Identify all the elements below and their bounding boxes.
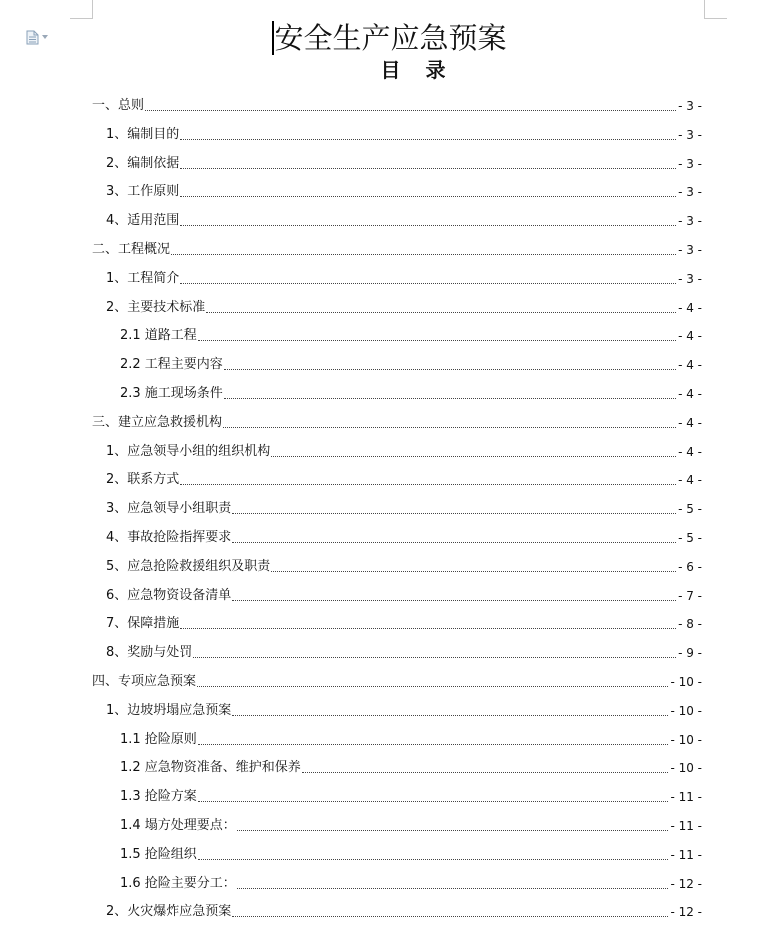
toc-entry[interactable] (120, 750, 702, 776)
toc-entry-page: - 3 - (678, 99, 702, 113)
toc-dot-leader (223, 427, 676, 428)
toc-entry-page: - 4 - (678, 329, 702, 344)
text-cursor (272, 21, 274, 55)
toc-entry-page: - 11 - (670, 819, 702, 833)
toc-entry-label: 2.3 施工现场条件 (120, 386, 223, 401)
toc-dot-leader (232, 542, 676, 543)
toc-entry-page: - 3 - (678, 185, 702, 200)
toc-dot-leader (302, 772, 669, 773)
toc-entry-page: - 4 - (678, 415, 702, 430)
page-corner-mark-top-left (70, 0, 93, 19)
toc-entry-page: - 10 - (670, 761, 702, 776)
document-options-button[interactable] (26, 28, 50, 46)
toc-entry[interactable] (120, 837, 702, 863)
toc-entry[interactable] (106, 693, 702, 719)
toc-entry-label: 三、建立应急救援机构 (92, 414, 223, 430)
toc-dot-leader (198, 859, 669, 860)
toc-entry[interactable] (120, 779, 702, 805)
document-title-text: 安全生产应急预案 (274, 21, 507, 55)
toc-entry-label: 1、边坡坍塌应急预案 (106, 702, 232, 718)
toc-entry-page: - 10 - (670, 703, 702, 718)
toc-entry-label: 4、事故抢险指挥要求 (106, 530, 232, 545)
toc-entry[interactable] (106, 261, 702, 287)
toc-dot-leader (180, 484, 676, 485)
toc-dot-leader (232, 916, 668, 917)
toc-entry[interactable] (92, 405, 702, 431)
toc-entry[interactable] (106, 606, 702, 632)
toc-entry-label: 1.3 抢险方案 (120, 789, 197, 805)
toc-entry-label: 四、专项应急预案 (92, 674, 197, 689)
toc-entry[interactable] (92, 232, 702, 258)
toc-entry-page: - 4 - (678, 444, 702, 459)
toc-entry-page: - 5 - (678, 502, 702, 517)
toc-dot-leader (232, 513, 676, 514)
toc-dot-leader (180, 283, 676, 284)
toc-entry[interactable] (106, 290, 702, 316)
toc-entry-label: 1.2 应急物资准备、维护和保养 (120, 760, 301, 776)
toc-entry-page: - 4 - (678, 358, 702, 373)
toc-dot-leader (180, 168, 676, 169)
toc-dot-leader (180, 139, 676, 140)
toc-entry-label: 8、奖励与处罚 (106, 645, 193, 661)
toc-entry[interactable] (120, 808, 702, 834)
toc-entry[interactable] (120, 376, 702, 402)
toc-entry-page: - 10 - (670, 675, 702, 689)
toc-entry-label: 二、工程概况 (92, 242, 171, 257)
toc-entry-page: - 5 - (678, 531, 702, 545)
toc-dot-leader (271, 456, 676, 457)
toc-dot-leader (198, 801, 669, 802)
toc-dot-leader (180, 628, 676, 629)
toc-dot-leader (171, 254, 676, 255)
toc-entry[interactable] (120, 722, 702, 748)
toc-entry[interactable] (106, 894, 702, 920)
toc-dot-leader (237, 888, 669, 889)
toc-dot-leader (198, 744, 669, 745)
toc-dot-leader (206, 312, 676, 313)
toc-entry-label: 5、应急抢险救援组织及职责 (106, 558, 271, 574)
toc-entry-label: 1.6 抢险主要分工： (120, 875, 236, 891)
toc-dot-leader (198, 340, 676, 341)
toc-entry-label: 2、火灾爆炸应急预案 (106, 904, 232, 920)
toc-dot-leader (224, 369, 676, 370)
toc-entry-page: - 11 - (670, 847, 702, 862)
toc-entry[interactable] (120, 318, 702, 344)
page-corner-mark-top-right (704, 0, 727, 19)
toc-dot-leader (145, 110, 676, 111)
toc-entry-label: 2、联系方式 (106, 472, 180, 488)
toc-entry-label: 3、应急领导小组职责 (106, 501, 232, 517)
toc-entry-label: 2.1 道路工程 (120, 328, 197, 344)
toc-entry-label: 2、主要技术标准 (106, 299, 206, 315)
toc-entry-label: 1、编制目的 (106, 126, 180, 142)
document-title[interactable] (272, 18, 507, 58)
toc-entry-label: 4、适用范围 (106, 213, 180, 229)
toc-entry[interactable] (106, 578, 702, 604)
toc-dot-leader (271, 571, 676, 572)
toc-entry-label: 2.2 工程主要内容 (120, 357, 223, 373)
toc-entry-label: 6、应急物资设备清单 (106, 587, 232, 603)
toc-entry[interactable] (106, 174, 702, 200)
toc-dot-leader (224, 398, 676, 399)
toc-entry-page: - 8 - (678, 617, 702, 632)
toc-entry-page: - 10 - (670, 732, 702, 747)
toc-entry[interactable] (106, 117, 702, 143)
toc-dot-leader (237, 830, 669, 831)
toc-entry-page: - 11 - (670, 790, 702, 805)
toc-entry-label: 1、工程简介 (106, 270, 180, 286)
toc-dot-leader (180, 225, 676, 226)
toc-entry-page: - 9 - (678, 646, 702, 661)
dropdown-arrow-icon (42, 35, 48, 39)
toc-entry-page: - 3 - (678, 156, 702, 171)
toc-entry-page: - 7 - (678, 588, 702, 603)
toc-entry-label: 1.4 塌方处理要点： (120, 818, 236, 833)
toc-entry[interactable] (120, 866, 702, 892)
toc-entry-label: 2、编制依据 (106, 155, 180, 171)
toc-entry-page: - 3 - (678, 243, 702, 257)
toc-entry-label: 7、保障措施 (106, 616, 180, 632)
toc-entry-page: - 4 - (678, 387, 702, 401)
toc-entry-label: 1、应急领导小组的组织机构 (106, 443, 271, 459)
toc-entry-page: - 4 - (678, 473, 702, 488)
toc-dot-leader (193, 657, 676, 658)
toc-entry[interactable] (106, 520, 702, 546)
toc-entry-page: - 3 - (678, 271, 702, 286)
toc-dot-leader (180, 196, 676, 197)
toc-entry[interactable] (106, 434, 702, 460)
toc-dot-leader (197, 686, 668, 687)
toc-entry-page: - 12 - (670, 876, 702, 891)
toc-entry[interactable] (106, 491, 702, 517)
toc-heading: 目 录 (380, 58, 446, 82)
toc-entry[interactable] (106, 146, 702, 172)
toc-entry-label: 1.5 抢险组织 (120, 846, 197, 862)
toc-entry[interactable] (106, 549, 702, 575)
toc-entry-label: 一、总则 (92, 98, 145, 113)
toc-entry[interactable] (106, 462, 702, 488)
toc-entry[interactable] (120, 347, 702, 373)
toc-entry[interactable] (92, 664, 702, 690)
toc-dot-leader (232, 600, 676, 601)
toc-entry[interactable] (106, 203, 702, 229)
toc-entry-page: - 3 - (678, 214, 702, 229)
toc-entry-label: 1.1 抢险原则 (120, 731, 197, 747)
toc-entry[interactable] (106, 635, 702, 661)
toc-entry-page: - 6 - (678, 559, 702, 574)
toc-entry-page: - 12 - (670, 905, 702, 920)
toc-entry-page: - 4 - (678, 300, 702, 315)
toc-entry-page: - 3 - (678, 127, 702, 142)
toc-dot-leader (232, 715, 668, 716)
document-icon (26, 30, 39, 45)
toc-entry-label: 3、工作原则 (106, 184, 180, 200)
toc-entry[interactable] (92, 88, 702, 114)
